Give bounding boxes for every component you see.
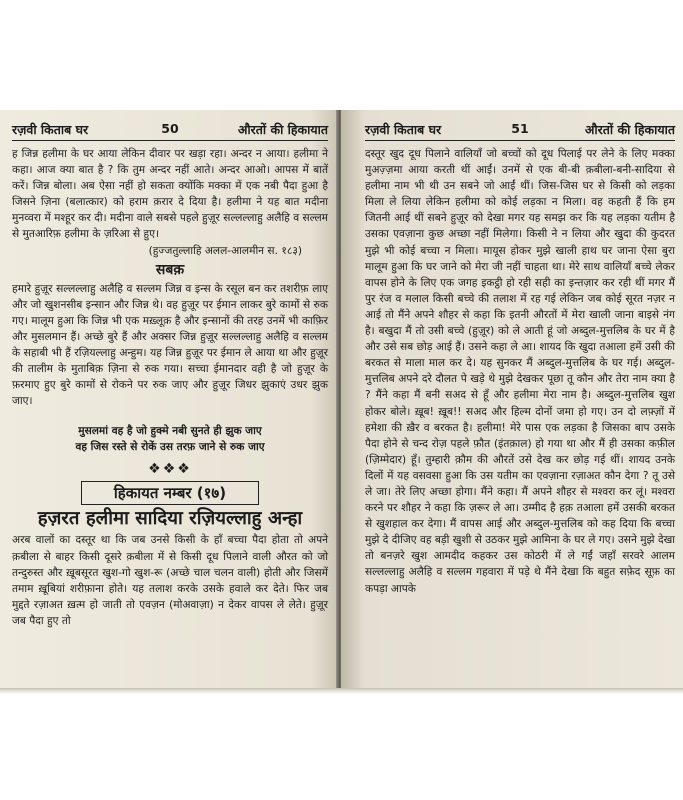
paragraph: अरब वालों का दस्तूर था कि जब उनसे किसी के हाँ बच्चा पैदा होता तो अपने क़बीला से बाहर किसी दूसरे क़बीला में से किसी दूध पिलाने वाली औरत को जो तन्दुरुस्त और ख़ूबसूरत खुश-गो खुश-रू (अच्छे चाल चलन वाली) होती और जिसमें तमाम ख़ूबियां शरीफ़ाना होते। यह तलाश करके उसके हवाले कर देते। फिर जब मुद्दते रज़ाअत ख़त्म हो जाती तो एवज़न (मोअवाज़ा) न देकर वापस ले लेते। हुज़ूर जब पैदा हुए तो	[12, 534, 328, 627]
reference-citation: (हुज्जतुल्लाहि अलल-आलमीन स. १८३)	[148, 244, 302, 257]
page-number: 50	[161, 121, 179, 136]
paragraph: ह जिन्न हलीमा के घर आया लेकिन दीवार पर खड़ा रहा। अन्दर न आया। हलीमा ने कहा। आज क्या बात है ? कि तुम अन्दर नहीं आते। अन्दर आओ। आपस में बातें करें। जिन्न बोला। अब ऐसा नहीं हो सकता क्योंकि मक्का में एक नबी पैदा हुआ है जिसने ज़िना (बलात्कार) को हराम क़रार दे दिया है। हलीमा ने यह बात मदीना मुनव्वरा में मश्हूर कर दी। मदीना वाले सबसे पहले हुज़ूर सल्लल्लाहु अलैहि व सल्लम से मुतआरिफ़ हलीमा के ज़रिआ से हुए।	[12, 148, 328, 241]
chapter-number-box: हिकायत नम्बर (१७)	[81, 481, 259, 505]
book-title: औरतों की हिकायात	[237, 122, 328, 137]
left-page-header	[12, 120, 328, 141]
paragraph: दस्तूर खुद दूध पिलाने वालियाँ जो बच्चों को दूध पिलाई पर लेने के लिए मक्का मुअज़्ज़मा आया करती थीं आईं। उनमें से एक बी-बी क़बीला-बनी-सादिया से हलीमा नाम भी थी उन सबने जो आईं थीं। जिस-जिस घर से किसी को लड़का मिला ले लिया लेकिन हलीमा को कोई लड़का न मिला। वह कहती हैं कि हम जितनी आई थीं सबने हुज़ूर को देखा मगर यह समझ कर कि यह लड़का यतीम है उसका एवज़ाना कुछ अच्छा नहीं मिलेगा। किसी ने न लिया और खुदा की कुदरत मुझे भी कोई बच्चा न मिला। मायूस होकर मुझे खाली हाथ घर जाना ऐसा बुरा मालूम हुआ कि घर जाने को मेरा जी नहीं चाहता था। मेरे साथ वालियाँ बच्चे लेकर वापस होने के लिए एक जगह इकट्ठी हो रही सही का इन्तज़ार कर रही थीं मगर मैं पुर रंज व मलाल किसी बच्चे की तलाश में रह गई लेकिन जब कोई सूरत नज़र न आई तो मैंने अपने शौहर से कहा कि इतनी औरतों में मेरा खाली जाना बाइसे नंग है। बखुदा मैं तो उसी बच्चे (हुज़ूर) को ले आती हूं जो अब्दुल-मुत्तलिब के घर में है और उसे सब छोड़ आई हैं। उसने कहा ले आ। शायद कि खुदा तआला हमें उसी की बरकत से माला माल कर दे। यह सुनकर मैं अब्दुल-मुत्तलिब के घर गई। अब्दुल-मुत्तलिब अपने दरे दौलत पे खड़े थे मुझे देखकर पूछा तू कौन और तेरा नाम क्या है ? मैंने कहा मैं बनी सअद से हूँ और हलीमा मेरा नाम है। अब्दुल-मुत्तलिब खुश होकर बोले। ख़ूब! ख़ूब!! सअद और हिल्म दोनों जमा हो गए। उन दो लफ़्ज़ों में हमेशा की ख़ैर व बरकत है। हलीमा! मेरे पास एक लड़का है जिसका बाप उसके पैदा होने से चन्द रोज़ पहले फ़ौत (इंतक़ाल) हो गया था और मैं ही उसका कफ़ील (ज़िम्मेदार) हूँ। तुम्हारी क़ौम की औरतें उसे देख कर छोड़ गई थीं। शायद उनके दिलों में यह वसवसा हुआ कि उस यतीम का एवज़ाना रज़ाअत कौन देगा ? तू उसे ले जा। तेरे लिए अच्छा होगा। मैंने कहा। मैं अपने शौहर से मश्वरा कर लूं। मश्वरा करने पर शौहर ने कहा कि ज़रूर ले आ। उम्मीद है हक़ तआला हमें उसकी बरकत से खुशहाल कर देगा। मैं वापस आई और अब्दुल-मुत्तलिब को कह दिया कि बच्चा मुझे दे दीजिए वह बड़ी खुशी से उठकर मुझे आमिना के घर ले गए। उसने मुझे देखा तो बनज़रे खुश आमदीद कहकर उस कोठरी में ले गईं जहाँ सरवरे आलम सल्लल्लाहु अलैहि व सल्लम गहवारा में पड़े थे मैंने देखा कि बहुत सफ़ेद सूफ़ का कपड़ा आपके	[365, 148, 675, 595]
publisher-name: रज़वी किताब घर	[12, 122, 89, 137]
publisher-name: रज़वी किताब घर	[365, 122, 442, 137]
left-book-page	[0, 110, 338, 690]
right-book-page	[341, 110, 683, 690]
lesson-heading: सबक़	[155, 261, 185, 278]
verse-line: मुसलमां वह है जो हुक्मे नबी सुनते ही झुक जाए	[78, 425, 262, 438]
book-title: औरतों की हिकायात	[584, 122, 675, 137]
page-number: 51	[511, 121, 529, 136]
section-divider: ❖❖❖	[148, 461, 192, 478]
right-page-header	[365, 120, 675, 141]
chapter-title: हज़रत हलीमा सादिया रज़ियल्लाहु अन्हा	[37, 508, 303, 530]
page-shadow	[0, 688, 683, 694]
verse-line: वह जिस रस्ते से रोकें उस तरफ़ जाने से रुक जाए	[75, 441, 265, 454]
paragraph: हमारे हुज़ूर सल्लल्लाहु अलैहि व सल्लम जिन्न व इन्स के रसूल बन कर तशरीफ़ लाए और जो खुशनसीब इन्सान और जिन्न थे। वह हुज़ूर पर ईमान लाकर बुरे कामों से रुक गए। मालूम हुआ कि जिन्न भी एक मख़्लूक़ है और इन्सानों की तरह उनमें भी काफ़िर और मुसलमान हैं। अच्छे बुरे हैं और अक्सर जिन्न हुज़ूर सल्लल्लाहु अलैहि व सल्लम के सहाबी भी हैं रज़ियल्लाहु अन्हुम। यह जिन्न हुज़ूर पर ईमान ले आया था और हुज़ूर की तालीम के मुताबिक़ ज़िना से रुक गया। सच्चा ईमानदार वही है जो हुज़ूर के फ़रमाए हुए बुरे कामों से रोकने पर रुक जाए और हुज़ूर जिधर झुकाएं उधर झुक जाए।	[12, 282, 328, 408]
